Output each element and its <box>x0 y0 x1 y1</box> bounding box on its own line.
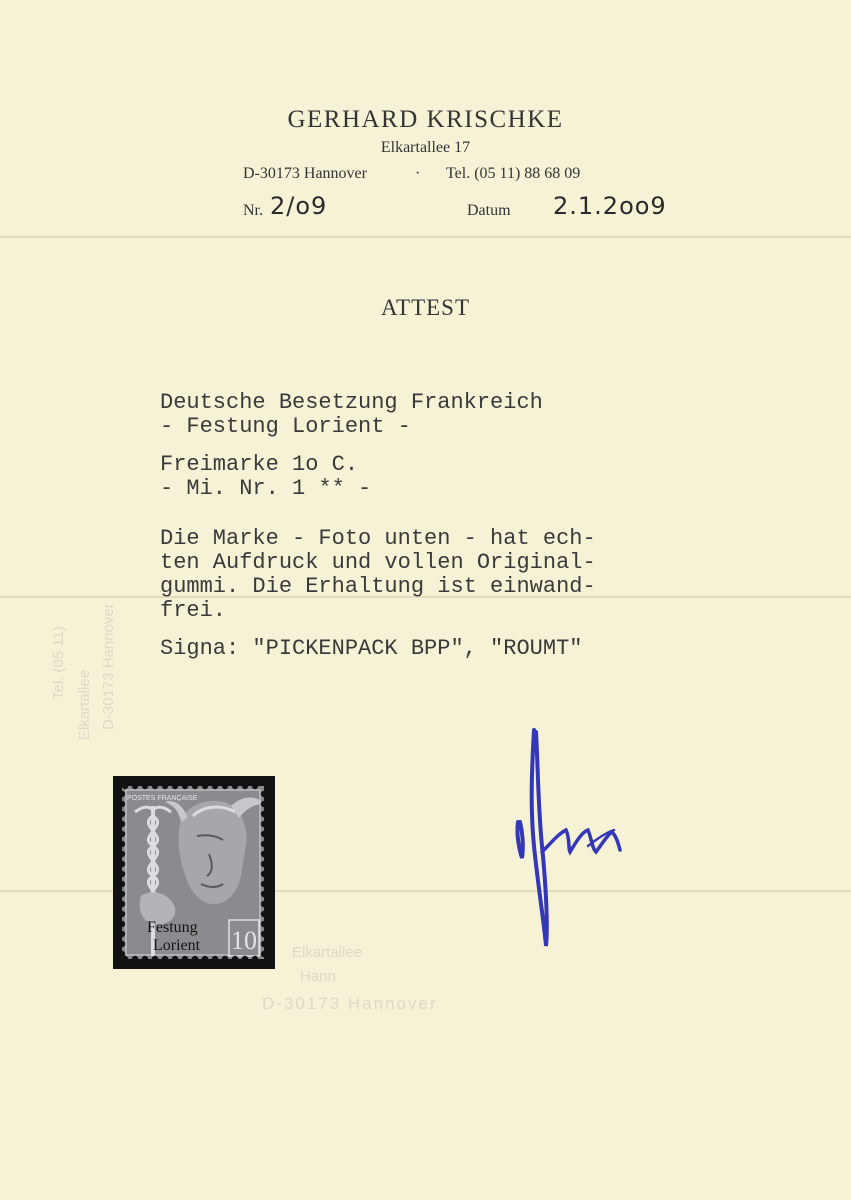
bleed-through-text: D-30173 Hannover <box>100 603 117 730</box>
bleed-through-text: Tel. (05 11) <box>50 626 67 700</box>
bleed-through-text: Elkartallee <box>76 669 93 740</box>
address-separator: · <box>415 165 421 182</box>
handwritten-signature <box>508 726 628 952</box>
phone-number: Tel. (05 11) 88 68 09 <box>446 165 581 182</box>
fold-line <box>0 236 851 238</box>
signa-line: Signa: "PICKENPACK BPP", "ROUMT" <box>160 636 583 661</box>
bleed-through-text: Hann <box>300 968 336 985</box>
certificate-number: 2/o9 <box>270 192 328 220</box>
certificate-date: 2.1.2oo9 <box>553 192 667 220</box>
stamp-value: 10 <box>231 926 257 955</box>
bleed-through-text: D-30173 Hannover <box>262 994 438 1013</box>
date-label: Datum <box>467 202 511 219</box>
overprint-lorient: Lorient <box>153 937 201 954</box>
body-line: Die Marke - Foto unten - hat ech- <box>160 526 596 551</box>
street-address: Elkartallee 17 <box>380 139 471 156</box>
body-line: Deutsche Besetzung Frankreich <box>160 390 543 415</box>
body-line: Freimarke 1o C. <box>160 452 359 477</box>
bleed-through-text: Elkartallee <box>292 944 363 961</box>
body-line: - Festung Lorient - <box>160 414 411 439</box>
company-name: GERHARD KRISCHKE <box>287 106 564 133</box>
overprint-festung: Festung <box>147 919 198 936</box>
stamp-image <box>113 776 275 969</box>
body-line: - Mi. Nr. 1 ** - <box>160 476 372 501</box>
stamp-header-text: POSTES FRANÇAISE <box>127 795 198 802</box>
body-line: gummi. Die Erhaltung ist einwand- <box>160 574 596 599</box>
body-line: ten Aufdruck und vollen Original- <box>160 550 596 575</box>
body-line: frei. <box>160 598 227 623</box>
city-address: D-30173 Hannover <box>243 165 367 182</box>
document-title: ATTEST <box>380 295 471 320</box>
number-label: Nr. <box>243 202 263 219</box>
stamp-photo <box>113 776 275 969</box>
